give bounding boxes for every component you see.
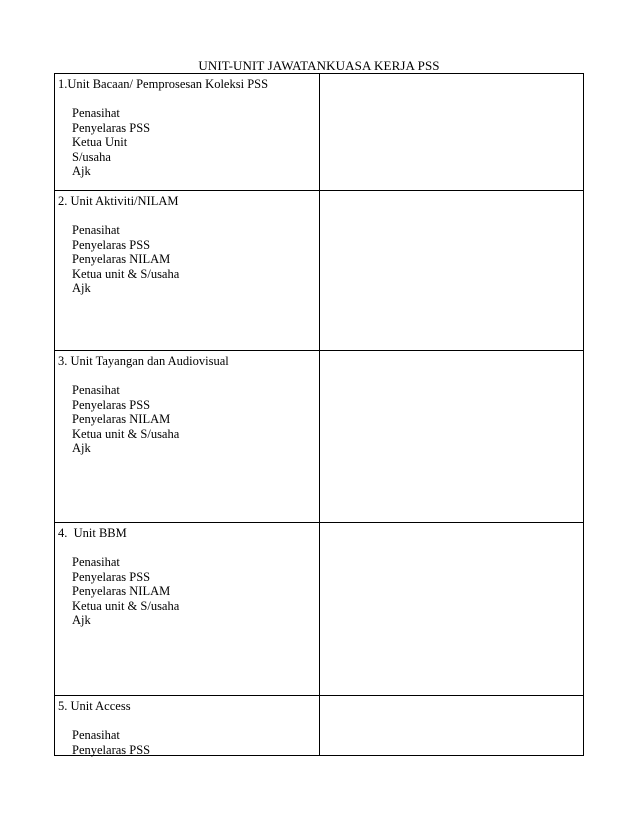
committee-units-table <box>54 73 584 756</box>
unit-cell-names <box>320 351 583 522</box>
role-list <box>58 383 322 456</box>
unit-cell-names <box>320 191 583 350</box>
role-item: Penyelaras NILAM <box>72 252 171 266</box>
role-list <box>58 223 322 296</box>
role-list <box>58 728 322 757</box>
role-item: Ketua unit & S/usaha <box>72 426 180 441</box>
role-item: Penasihat <box>72 728 120 742</box>
unit-row-aktiviti-nilam <box>55 191 583 351</box>
unit-heading: 1.Unit Bacaan/ Pemprosesan Koleksi PSS <box>58 77 269 91</box>
role-item: Ajk <box>72 613 91 627</box>
unit-cell-names <box>320 696 583 755</box>
role-item: Penyelaras PSS <box>72 742 151 757</box>
role-item: Ketua unit & S/usaha <box>72 598 180 613</box>
role-list <box>58 555 322 628</box>
unit-row-access <box>55 696 583 755</box>
unit-row-bbm <box>55 523 583 696</box>
role-item: Penasihat <box>72 223 120 237</box>
role-item: Penasihat <box>72 383 120 397</box>
unit-heading: 5. Unit Access <box>58 699 131 713</box>
unit-heading: 2. Unit Aktiviti/NILAM <box>58 194 179 208</box>
unit-heading: 4. Unit BBM <box>58 526 127 540</box>
unit-row-tayangan-audiovisual <box>55 351 583 523</box>
role-item: Ajk <box>72 281 91 295</box>
role-item: Penyelaras NILAM <box>72 584 171 598</box>
role-item: Ketua unit & S/usaha <box>72 266 180 281</box>
role-item: Penyelaras NILAM <box>72 412 171 426</box>
role-item: Penyelaras PSS <box>72 569 151 584</box>
role-item: Penyelaras PSS <box>72 237 151 252</box>
role-item: Penasihat <box>72 555 120 569</box>
role-item: Penyelaras PSS <box>72 397 151 412</box>
role-item: Penasihat <box>72 106 120 120</box>
role-item: Ketua Unit <box>72 135 128 149</box>
unit-row-bacaan <box>55 74 583 191</box>
document-title: UNIT-UNIT JAWATANKUASA KERJA PSS <box>198 58 440 73</box>
role-item: Ajk <box>72 441 91 455</box>
unit-cell-description <box>55 696 322 757</box>
role-item: Ajk <box>72 164 91 178</box>
unit-cell-description <box>55 191 322 296</box>
role-item: S/usaha <box>72 149 111 164</box>
unit-cell-names <box>320 74 583 190</box>
unit-cell-description <box>55 523 322 628</box>
unit-cell-description <box>55 351 322 456</box>
role-list <box>58 106 322 179</box>
unit-cell-names <box>320 523 583 695</box>
unit-heading: 3. Unit Tayangan dan Audiovisual <box>58 354 229 368</box>
role-item: Penyelaras PSS <box>72 120 151 135</box>
unit-cell-description <box>55 74 322 179</box>
